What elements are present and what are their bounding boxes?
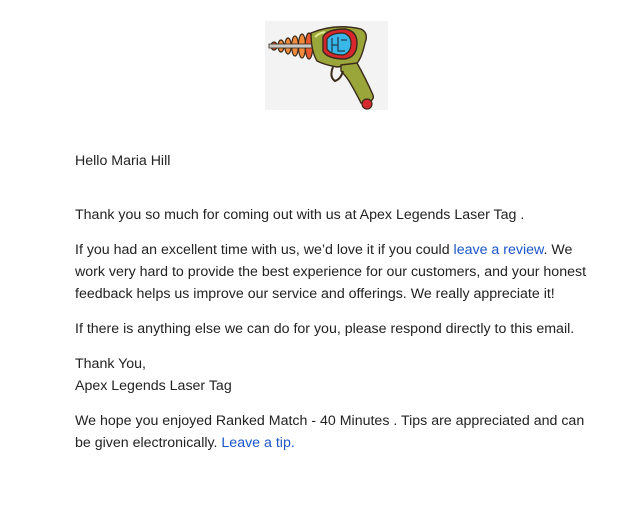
thank-you-paragraph: Thank you so much for coming out with us at Apex Legends Laser Tag . [75,207,525,223]
email-body [75,150,595,454]
signature: Apex Legends Laser Tag [75,378,232,394]
review-text-after: . We work very hard to provide the best experience for our customers, and your honest feedback helps us improve our service and offerings. We really appreciate it! [75,242,587,302]
tip-text-before: We hope you enjoyed Ranked Match - 40 Minutes . Tips are appreciated and can be given electronically. [75,413,585,451]
respond-paragraph: If there is anything else we can do for you, please respond directly to this email. [75,321,575,337]
ray-gun-icon [265,21,388,110]
review-text-before: If you had an excellent time with us, we’d love it if you could [75,242,454,258]
tip-paragraph [75,410,595,454]
signoff: Thank You, [75,356,146,372]
leave-review-link[interactable]: leave a review [453,242,544,258]
greeting: Hello Maria Hill [75,153,171,169]
leave-tip-link[interactable]: Leave a tip. [221,435,295,451]
review-paragraph [75,239,595,305]
ray-gun-logo [265,21,388,110]
